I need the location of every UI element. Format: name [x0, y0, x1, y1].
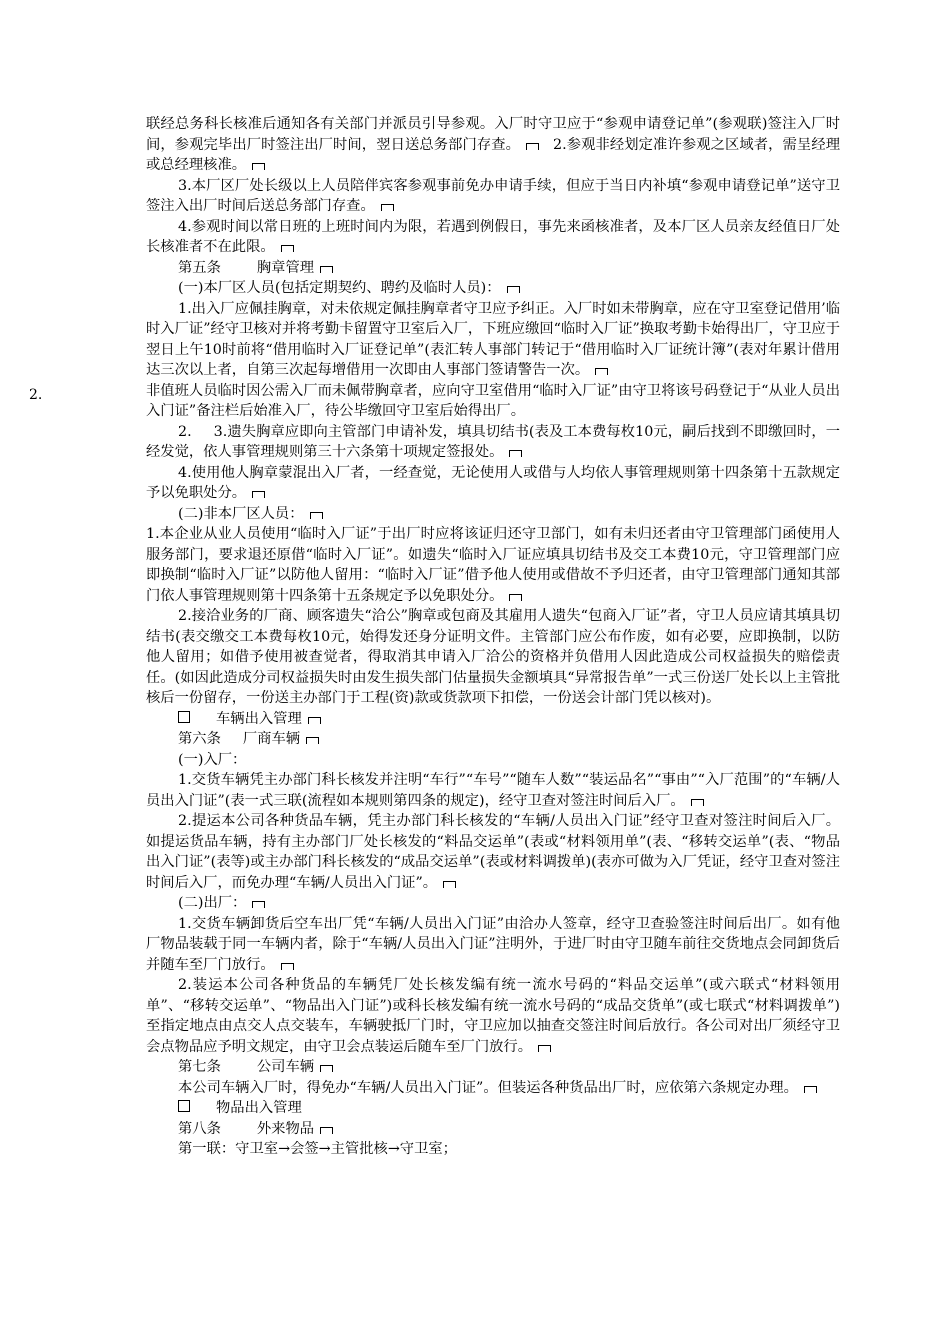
- article-number: 第五条: [178, 259, 221, 276]
- paragraph-mark-icon: [252, 901, 265, 908]
- paragraph: [146, 381, 840, 422]
- paragraph: [146, 893, 840, 914]
- paragraph-mark-icon: [252, 163, 265, 170]
- article-number: 第八条: [178, 1120, 221, 1137]
- article-heading: [146, 729, 840, 750]
- paragraph-text: 联经总务科长核准后通知各有关部门并派员引导参观。入厂时守卫应于“参观申请登记单”(参观联)签注入厂时间，参观完毕出厂时签注出厂时间，翌日送总务部门存查。: [146, 116, 840, 153]
- paragraph: [146, 811, 840, 893]
- paragraph-mark-icon: [526, 143, 539, 150]
- article-number: 第七条: [178, 1059, 221, 1075]
- margin-number: 2.: [29, 387, 43, 403]
- paragraph-text: 非值班人员临时因公需入厂而未佩带胸章者，应向守卫室借用“临时入厂证”由守卫将该号码登记于“从业人员出入门证”备注栏后始准入厂，待公毕缴回守卫室后始得出厂。: [146, 382, 840, 419]
- paragraph-mark-icon: [381, 204, 394, 211]
- article-title: 厂商车辆: [242, 731, 301, 747]
- paragraph-mark-icon: [320, 266, 333, 273]
- paragraph-text: 4.使用他人胸章蒙混出入厂者，一经查觉，无论使用人或借与人均依人事管理规则第十四条第十五款规定予以免职处分。: [146, 464, 840, 501]
- article-title: 公司车辆: [256, 1059, 315, 1075]
- article-heading: [146, 1057, 840, 1078]
- paragraph-mark-icon: [443, 881, 456, 888]
- section-title: 物品出入管理: [216, 1100, 302, 1116]
- paragraph-text: (二)出厂：: [178, 895, 247, 911]
- section-heading: [146, 1098, 840, 1119]
- paragraph-mark-icon: [509, 594, 522, 601]
- paragraph-mark-icon: [804, 1086, 817, 1093]
- paragraph-mark-icon: [507, 286, 520, 293]
- paragraph-mark-icon: [310, 512, 323, 519]
- article-title: 外来物品: [256, 1120, 315, 1137]
- paragraph-mark-icon: [538, 1045, 551, 1052]
- paragraph-text: 4.参观时间以常日班的上班时间内为限，若遇到例假日，事先来函核准者，及本厂区人员亲友经值日厂处长核准者不在此限。: [146, 218, 840, 255]
- paragraph-text: 1.本企业从业人员使用“临时入厂证”于出厂时应将该证归还守卫部门，如有未归还者由守卫管理部门函使用人服务部门，要求退还原借“临时入厂证”。如遗失“临时入厂证应填具切结书及交工本费10元，守卫管理部门应即换制“临时入厂证”以防他人留用：“临时入厂证”借予他人使用或借故不予归还者，由守卫管理部门通知其部门依人事管理规则第十四条第十五条规定予以免职处分。: [146, 526, 840, 604]
- article-heading: [146, 1119, 840, 1140]
- paragraph-text: (一)入厂：: [178, 751, 247, 768]
- checkbox-icon: [178, 711, 190, 723]
- paragraph: [146, 278, 840, 299]
- paragraph: [146, 504, 840, 525]
- paragraph-mark-icon: [281, 245, 294, 252]
- paragraph-text: 第一联：守卫室→会签→主管批核→守卫室；: [178, 1141, 457, 1157]
- section-heading: [146, 709, 840, 730]
- paragraph-text: 2.接洽业务的厂商、顾客遗失“洽公”胸章或包商及其雇用人遗失“包商入厂证”者，守卫人员应请其填具切结书(表交缴交工本费每枚10元，始得发还身分证明文件。主管部门应公布作废，如有必要，应即换制，以防他人留用；如借予使用被查觉者，得取消其申请入厂洽公的资格并负借用人因此造成公司权益损失的赔偿责任。(如因此造成分司权益损失时由发生损失部门估量损失金额填具“异常报告单”一式三份送厂处长以上主管批核后一份留存，一份送主办部门于工程(资)款或货款项下扣偿，一份送会计部门凭以核对)。: [146, 608, 840, 706]
- paragraph-mark-icon: [595, 368, 608, 375]
- paragraph: [146, 176, 840, 217]
- paragraph-mark-icon: [252, 491, 265, 498]
- paragraph-text: 参观非经划定准许参观之区域者，需呈经理或总经理核准。: [146, 136, 840, 173]
- paragraph: [146, 914, 840, 976]
- paragraph: [146, 1078, 840, 1099]
- checkbox-icon: [178, 1100, 190, 1112]
- paragraph: [146, 422, 840, 463]
- paragraph: [146, 770, 840, 811]
- paragraph: [146, 606, 840, 709]
- paragraph-text: 1.出入厂应佩挂胸章，对未依规定佩挂胸章者守卫应予纠正。入厂时如未带胸章，应在守卫室登记借用’临时入厂证”经守卫核对并将考勤卡留置守卫室后入厂，下班应缴回“临时入厂证”换取考勤卡始得出厂，守卫应于翌日上午10时前将“借用临时入厂证登记单”(表汇转人事部门转记于“借用临时入厂证统计簿”(表对年累计借用达三次以上者，自第三次起每增借用一次即由人事部门签请警告一次。: [146, 300, 840, 378]
- paragraph-text: 3.本厂区厂处长级以上人员陪伴宾客参观事前免办申请手续，但应于当日内补填“参观申请登记单”送守卫签注入出厂时间后送总务部门存查。: [146, 177, 840, 214]
- paragraph-mark-icon: [320, 1127, 333, 1134]
- paragraph-mark-icon: [509, 450, 522, 457]
- paragraph-text: 1.交货车辆卸货后空车出厂凭“车辆/人员出入门证”由洽办人签章，经守卫查验签注时间后出厂。如有他厂物品装载于同一车辆内者，除于“车辆/人员出入门证”注明外，于进厂时由守卫随车前往交货地点会同卸货后并随车至厂门放行。: [146, 915, 840, 973]
- paragraph-text: 本公司车辆入厂时，得免办“车辆/人员出入门证”。但装运各种货品出厂时，应依第六条规定办理。: [178, 1079, 798, 1096]
- paragraph-text: 3.遗失胸章应即向主管部门申请补发，填具切结书(表及工本费每枚10元，嗣后找到不即缴回时，一经发觉，依人事管理规则第三十六条第十项规定签报处。: [146, 423, 840, 460]
- document-body: [146, 114, 840, 1160]
- paragraph-text: 2.提运本公司各种货品车辆，凭主办部门科长核发的“车辆/人员出入门证”经守卫查对签注时间后入厂。如提运货品车辆，持有主办部门厂处长核发的“料品交运单”(表或“材料领用单”(表、“移转交运单”(表、“物品出入门证”(表等)或主办部门科长核发的“成品交运单”(表或材料调拨单)(表亦可做为入厂凭证，经守卫查对签注时间后入厂，而免办理“车辆/人员出入门证”。: [146, 813, 840, 891]
- section-title: 车辆出入管理: [216, 710, 302, 727]
- paragraph: [146, 524, 840, 606]
- list-number: 2.: [552, 136, 567, 153]
- paragraph: [146, 217, 840, 258]
- paragraph-mark-icon: [691, 799, 704, 806]
- paragraph: [146, 975, 840, 1057]
- paragraph-mark-icon: [281, 963, 294, 970]
- paragraph-mark-icon: [308, 717, 321, 724]
- paragraph-mark-icon: [320, 1065, 333, 1072]
- paragraph-text: 2.装运本公司各种货品的车辆凭厂处长核发编有统一流水号码的“料品交运单”(或六联式“材料领用单”、“移转交运单”、“物品出入门证”)或科长核发编有统一流水号码的“成品交货单”(或七联式“材料调拨单”)至指定地点由点交人点交装车，车辆驶抵厂门时，守卫应加以抽查交签注时间后放行。各公司对出厂须经守卫会点物品应予明文规定，由守卫会点装运后随车至厂门放行。: [146, 977, 840, 1055]
- paragraph: [146, 299, 840, 381]
- paragraph: [146, 463, 840, 504]
- paragraph: [146, 750, 840, 771]
- article-heading: [146, 258, 840, 279]
- paragraph: [146, 114, 840, 176]
- paragraph-text: 1.交货车辆凭主办部门科长核发并注明“车行”“车号”“随车人数”“装运品名”“事由”“入厂范围”的“车辆/人员出入门证”(表一式三联(流程如本规则第四条的规定)，经守卫查对签注时间后入厂。: [146, 772, 840, 809]
- list-number: 2.: [178, 423, 192, 440]
- paragraph: [146, 1139, 840, 1160]
- paragraph-text: (二)非本厂区人员：: [178, 505, 304, 522]
- article-number: 第六条: [178, 731, 221, 747]
- paragraph-text: (一)本厂区人员(包括定期契约、聘约及临时人员)：: [178, 280, 501, 296]
- article-title: 胸章管理: [256, 259, 315, 276]
- paragraph-mark-icon: [306, 737, 319, 744]
